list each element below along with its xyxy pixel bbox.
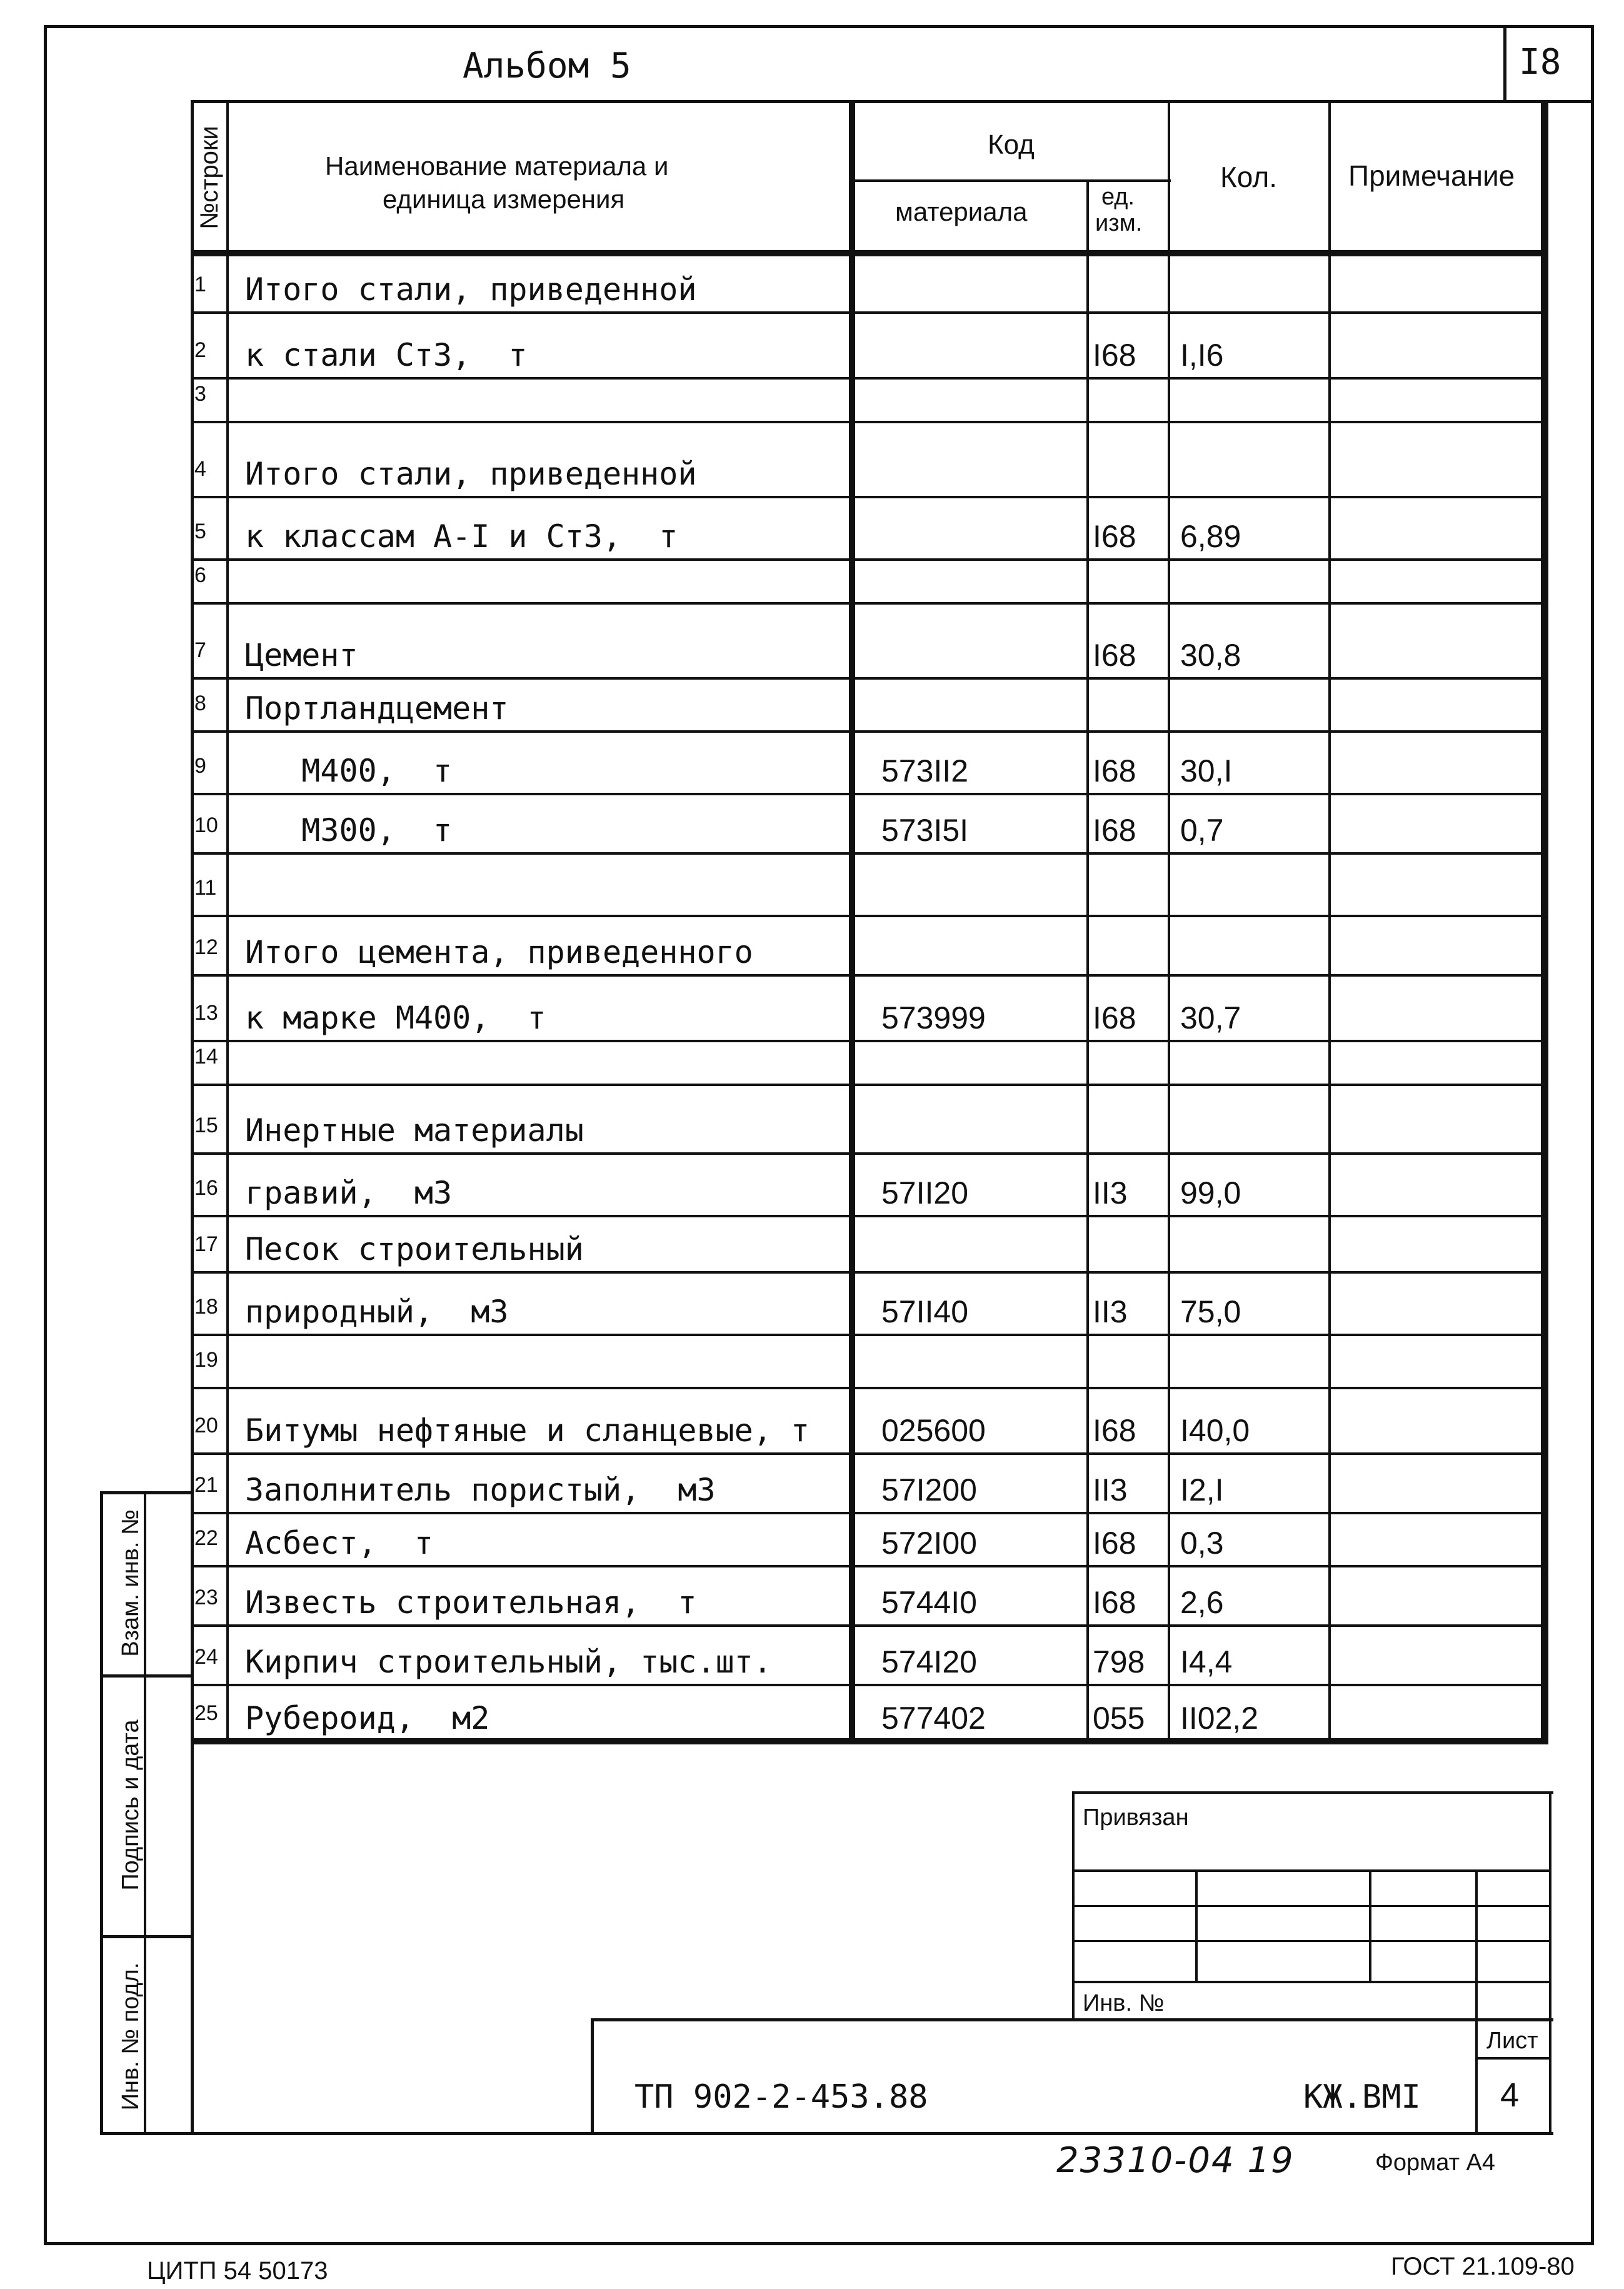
table-left xyxy=(191,100,194,2135)
header-code-unit-1: ед. xyxy=(1101,184,1135,210)
frame-right xyxy=(1591,25,1594,2245)
row-name: Битумы нефтяные и сланцевые, т xyxy=(245,1412,810,1449)
row-unit-code: II3 xyxy=(1093,1175,1128,1210)
row-qty: I,I6 xyxy=(1180,338,1224,373)
unit-qty-divider xyxy=(1168,100,1170,1743)
corner-box-bottom xyxy=(1503,100,1594,103)
priv-right xyxy=(1549,1791,1551,2135)
row-material-code: 572I00 xyxy=(881,1526,977,1561)
row-qty: 30,7 xyxy=(1180,1000,1241,1035)
row-number: 17 xyxy=(194,1232,218,1256)
row-divider xyxy=(191,1512,1544,1514)
row-divider xyxy=(191,677,1544,680)
doc-mark: КЖ.ВМI xyxy=(1303,2078,1421,2116)
side-vzam: Взам. инв. № xyxy=(118,1509,144,1657)
row-divider xyxy=(191,852,1544,855)
row-number: 2 xyxy=(194,338,206,362)
row-name: Итого стали, приведенной xyxy=(245,271,697,308)
side-stamp-div1 xyxy=(100,1674,194,1678)
row-number: 18 xyxy=(194,1295,218,1319)
priv-h4 xyxy=(1072,1981,1551,1983)
row-number: 16 xyxy=(194,1176,218,1200)
row-number: 11 xyxy=(194,876,217,900)
table-top xyxy=(191,100,1503,103)
row-divider xyxy=(191,1624,1544,1627)
row-unit-code: I68 xyxy=(1093,813,1136,848)
side-podpis: Подпись и дата xyxy=(118,1719,144,1891)
row-qty: 99,0 xyxy=(1180,1175,1241,1210)
row-material-code: 573II2 xyxy=(881,753,969,788)
handwritten-number: 23310-04 19 xyxy=(1056,2140,1295,2181)
row-unit-code: 798 xyxy=(1093,1644,1145,1679)
row-divider xyxy=(191,1040,1544,1042)
corner-page-number: I8 xyxy=(1519,42,1561,83)
row-divider xyxy=(191,1452,1544,1455)
row-qty: 75,0 xyxy=(1180,1294,1241,1329)
row-qty: 2,6 xyxy=(1180,1585,1224,1620)
side-stamp-bottom xyxy=(100,2132,194,2135)
row-divider xyxy=(191,1215,1544,1217)
row-name: Итого стали, приведенной xyxy=(245,456,697,492)
header-bottom xyxy=(191,250,1548,256)
row-name: природный, м3 xyxy=(245,1294,509,1330)
row-number: 23 xyxy=(194,1586,218,1609)
priv-label: Привязан xyxy=(1083,1804,1189,1831)
row-qty: I2,I xyxy=(1180,1472,1224,1507)
row-number: 1 xyxy=(194,273,206,296)
row-divider xyxy=(191,1334,1544,1336)
row-number: 8 xyxy=(194,692,206,715)
row-number: 10 xyxy=(194,813,218,837)
list-label-bottom xyxy=(1475,2057,1551,2060)
list-label: Лист xyxy=(1486,2028,1538,2054)
row-divider xyxy=(191,1271,1544,1274)
row-number: 15 xyxy=(194,1114,218,1137)
row-name: Заполнитель пористый, м3 xyxy=(245,1472,716,1508)
row-number: 22 xyxy=(194,1526,218,1550)
side-stamp-outer xyxy=(100,1491,103,2135)
row-divider xyxy=(191,1152,1544,1155)
row-unit-code: 055 xyxy=(1093,1701,1145,1736)
row-unit-code: I68 xyxy=(1093,1000,1136,1035)
row-qty: 30,I xyxy=(1180,753,1233,788)
side-inv-podl: Инв. № подл. xyxy=(118,1962,144,2111)
row-name: Портландцемент xyxy=(245,690,509,727)
row-unit-code: I68 xyxy=(1093,1413,1136,1448)
header-name-line2: единица измерения xyxy=(383,184,625,214)
side-stamp-div2 xyxy=(100,1935,194,1938)
row-name: Асбест, т xyxy=(245,1525,434,1561)
side-stamp-top xyxy=(100,1491,194,1494)
row-number: 3 xyxy=(194,382,206,406)
row-qty: I4,4 xyxy=(1180,1644,1233,1679)
row-material-code: 57II20 xyxy=(881,1175,969,1210)
row-number: 19 xyxy=(194,1348,218,1372)
row-unit-code: II3 xyxy=(1093,1294,1128,1329)
qty-note-divider xyxy=(1328,100,1331,1743)
title-block-bottom xyxy=(191,2132,1553,2135)
row-unit-code: I68 xyxy=(1093,1585,1136,1620)
row-number: 21 xyxy=(194,1473,218,1497)
header-row-no: №строки xyxy=(196,126,223,229)
row-divider xyxy=(191,915,1544,917)
row-name: Итого цемента, приведенного xyxy=(245,934,753,970)
doc-code: ТП 902-2-453.88 xyxy=(634,2078,928,2116)
frame-top xyxy=(44,25,1594,28)
row-divider xyxy=(191,602,1544,605)
row-material-code: 573999 xyxy=(881,1000,986,1035)
row-divider xyxy=(191,496,1544,498)
format-label: Формат А4 xyxy=(1375,2150,1496,2176)
row-qty: 0,3 xyxy=(1180,1526,1224,1561)
row-unit-code: I68 xyxy=(1093,753,1136,788)
row-divider xyxy=(191,1565,1544,1567)
row-material-code: 57I200 xyxy=(881,1472,977,1507)
row-name: Рубероид, м2 xyxy=(245,1700,490,1736)
row-divider xyxy=(191,1684,1544,1686)
corner-box-left xyxy=(1503,25,1506,103)
row-divider xyxy=(191,974,1544,977)
header-name-line1: Наименование материала и xyxy=(325,151,669,181)
row-unit-code: I68 xyxy=(1093,519,1136,554)
priv-top xyxy=(1072,1791,1553,1794)
header-qty: Кол. xyxy=(1220,161,1277,193)
row-qty: I40,0 xyxy=(1180,1413,1250,1448)
row-number: 5 xyxy=(194,520,206,543)
row-name: Кирпич строительный, тыс.шт. xyxy=(245,1644,772,1680)
row-number: 7 xyxy=(194,638,206,662)
row-number: 4 xyxy=(194,457,206,481)
row-divider xyxy=(191,1084,1544,1086)
row-name: к классам А-I и Ст3, т xyxy=(245,518,678,555)
priv-v1 xyxy=(1195,1869,1198,1982)
priv-v2 xyxy=(1369,1869,1371,1982)
frame-bottom xyxy=(44,2242,1594,2245)
row-unit-code: I68 xyxy=(1093,338,1136,373)
row-number: 20 xyxy=(194,1414,218,1437)
row-number: 6 xyxy=(194,563,206,587)
row-name: Инертные материалы xyxy=(245,1112,584,1149)
row-divider xyxy=(191,793,1544,795)
row-number: 25 xyxy=(194,1701,218,1725)
row-material-code: 025600 xyxy=(881,1413,986,1448)
row-qty: 30,8 xyxy=(1180,638,1241,673)
row-name: М400, т xyxy=(245,753,453,789)
album-title: Альбом 5 xyxy=(463,46,631,86)
frame-left xyxy=(44,25,47,2245)
row-name: Известь строительная, т xyxy=(245,1584,697,1621)
row-material-code: 5744I0 xyxy=(881,1585,977,1620)
name-col-right xyxy=(849,100,855,1744)
footer-left: ЦИТП 54 50173 xyxy=(147,2257,328,2285)
footer-right: ГОСТ 21.109-80 xyxy=(1391,2253,1575,2280)
table-right xyxy=(1541,100,1548,1744)
rowno-col-right xyxy=(226,100,229,1741)
priv-h3 xyxy=(1072,1940,1551,1942)
header-code-unit-2: изм. xyxy=(1095,210,1143,236)
row-name: к стали Ст3, т xyxy=(245,337,528,373)
row-divider xyxy=(191,558,1544,561)
header-note: Примечание xyxy=(1348,159,1515,192)
row-number: 13 xyxy=(194,1001,218,1025)
table-bottom xyxy=(191,1738,1548,1744)
row-divider xyxy=(191,421,1544,423)
row-material-code: 574I20 xyxy=(881,1644,977,1679)
row-number: 14 xyxy=(194,1045,218,1069)
row-unit-code: I68 xyxy=(1093,638,1136,673)
row-divider xyxy=(191,311,1544,314)
priv-h2 xyxy=(1072,1905,1551,1907)
title-block-left xyxy=(591,2018,594,2135)
row-unit-code: I68 xyxy=(1093,1526,1136,1561)
row-material-code: 573I5I xyxy=(881,813,969,848)
row-divider xyxy=(191,730,1544,733)
row-name: Песок строительный xyxy=(245,1231,584,1267)
row-qty: 0,7 xyxy=(1180,813,1224,848)
row-name: М300, т xyxy=(245,812,453,848)
row-number: 9 xyxy=(194,754,206,778)
row-divider xyxy=(191,1387,1544,1389)
header-code: Код xyxy=(988,129,1035,160)
priv-h1 xyxy=(1072,1869,1551,1872)
row-name: Цемент xyxy=(245,637,358,673)
row-name: гравий, м3 xyxy=(245,1175,453,1211)
mat-unit-divider xyxy=(1086,179,1089,1743)
header-code-material: материала xyxy=(895,197,1028,226)
row-material-code: 577402 xyxy=(881,1701,986,1736)
row-number: 24 xyxy=(194,1645,218,1669)
priv-v3 xyxy=(1475,1869,1478,2135)
row-unit-code: II3 xyxy=(1093,1472,1128,1507)
row-name: к марке М400, т xyxy=(245,1000,546,1036)
row-material-code: 57II40 xyxy=(881,1294,969,1329)
code-header-split xyxy=(852,179,1171,182)
sheet-number: 4 xyxy=(1500,2076,1520,2114)
row-qty: 6,89 xyxy=(1180,519,1241,554)
row-divider xyxy=(191,377,1544,380)
title-block-top xyxy=(591,2018,1553,2021)
inv-no-label: Инв. № xyxy=(1083,1990,1165,2016)
row-number: 12 xyxy=(194,935,218,959)
row-qty: II02,2 xyxy=(1180,1701,1259,1736)
